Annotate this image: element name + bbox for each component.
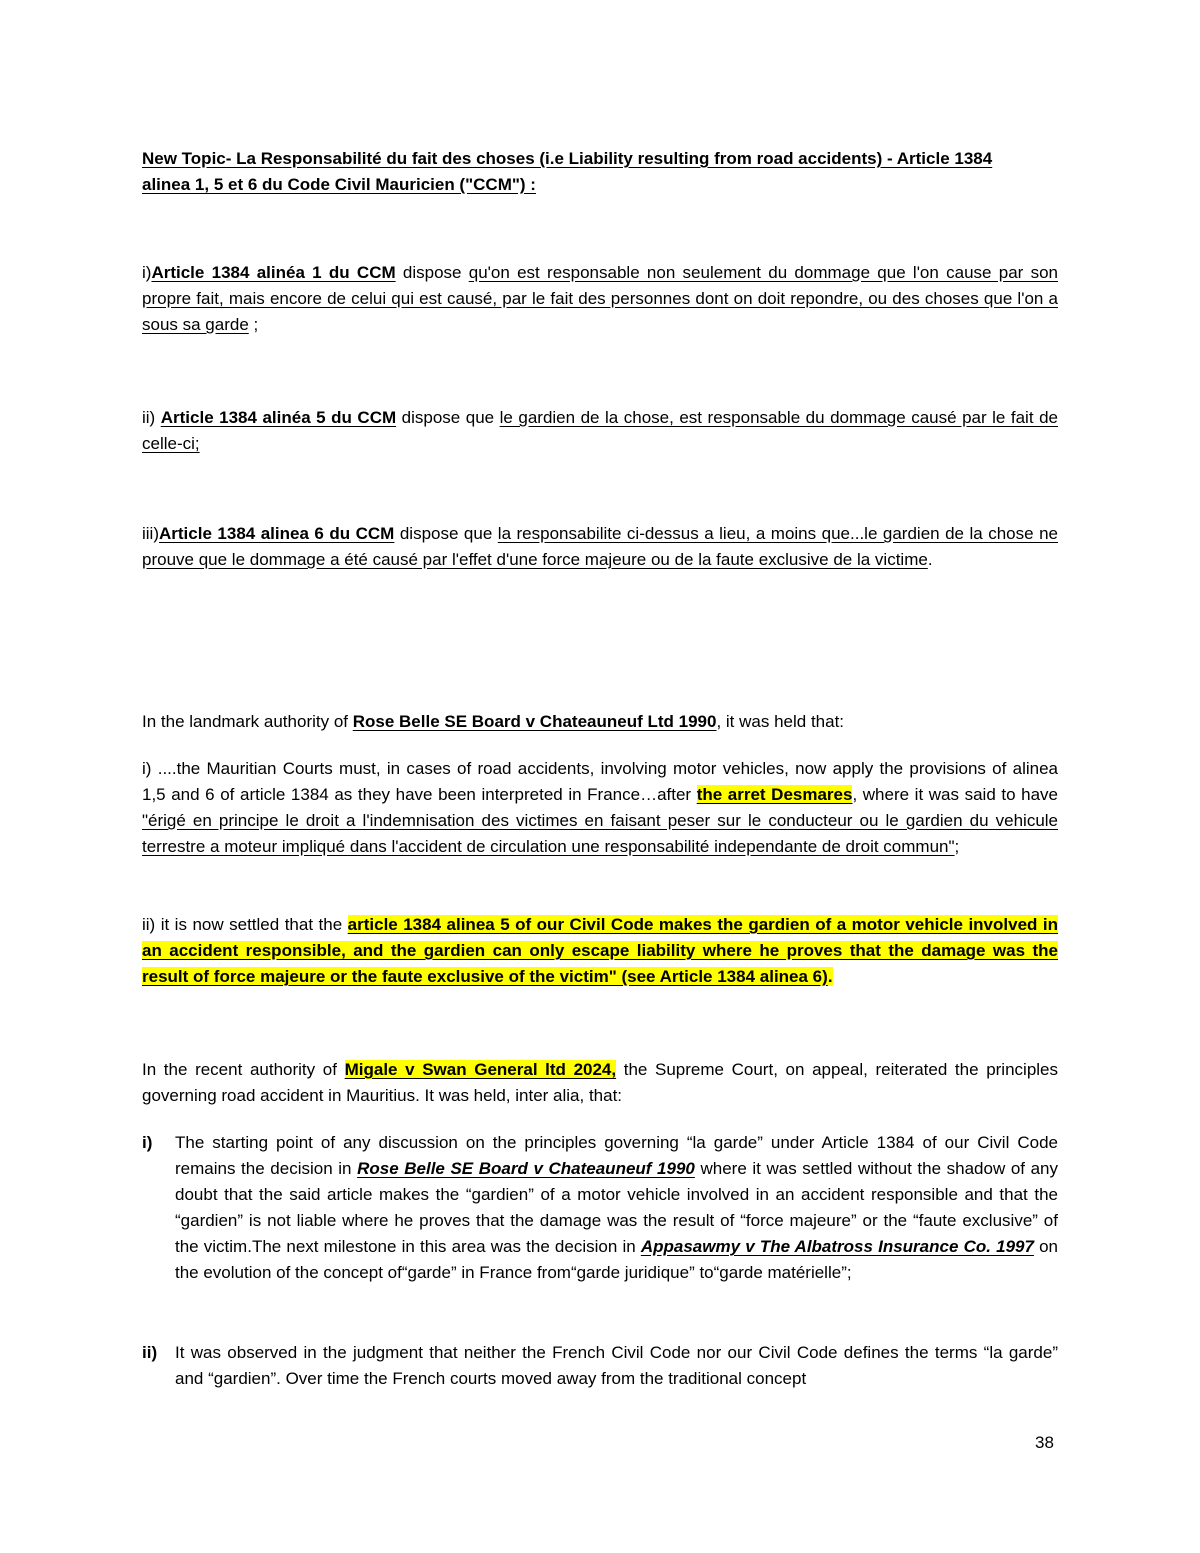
page-number: 38: [1035, 1433, 1054, 1452]
migale-intro: In the recent authority of Migale v Swan General ltd 2024, the Supreme Court, on appeal, reiterated the principles governing road accident in Mauritius. It was held, inter alia, that:: [142, 1060, 1059, 1105]
article-title: Article 1384 alinéa 1 du CCM: [151, 263, 396, 282]
article-paragraph-1: i)Article 1384 alinéa 1 du CCM dispose qu'on est responsable non seulement du dommage que l'on cause par son propre fait, mais encore de celui qui est causé, par le fait des personnes dont on doit repondre, ou des choses que l'on a sous sa garde ;: [142, 263, 1058, 334]
rose-belle-intro: In the landmark authority of Rose Belle SE Board v Chateauneuf Ltd 1990, it was held that:: [142, 712, 845, 731]
list-number: ii): [142, 1343, 158, 1362]
article-num: i): [142, 263, 152, 282]
highlight-arret-desmares: the arret Desmares: [696, 785, 853, 804]
article-paragraph-2: ii) Article 1384 alinéa 5 du CCM dispose que le gardien de la chose, est responsable du dommage causé par le fait de celle-ci;: [142, 408, 1058, 453]
article-num: ii): [142, 408, 156, 427]
case-citation: Appasawmy v The Albatross Insurance Co. 1997: [640, 1237, 1034, 1256]
article-text: le gardien de la chose, est responsable du dommage causé par le fait de celle-ci;: [142, 408, 1058, 453]
list-number: i): [142, 1133, 153, 1152]
highlight-holding: article 1384 alinea 5 of our Civil Code makes the gardien of a motor vehicle involved in an accident responsible, and the gardien can only escape liability where he proves that the damage was the result of force majeure or the faute exclusive of the victim" (see Article 1384 alinea 6): [142, 915, 1059, 986]
list-item-text: It was observed in the judgment that neither the French Civil Code nor our Civil Code defines the terms “la garde” and “gardien”. Over time the French courts moved away from the traditional concept: [175, 1343, 1058, 1388]
article-text: la responsabilite ci-dessus a lieu, a moins que...le gardien de la chose ne prouve que le dommage a été causé par l'effet d'une force majeure ou de la faute exclusive de la victime: [142, 524, 1058, 569]
case-citation: Rose Belle SE Board v Chateauneuf Ltd 1990: [352, 712, 717, 731]
case-citation: Rose Belle SE Board v Chateauneuf 1990: [357, 1159, 695, 1178]
quote-text: "érigé en principe le droit a l'indemnisation des victimes en faisant peser sur le conducteur ou le gardien du vehicule terrestre a moteur impliqué dans l'accident de circulation une responsabilité independante de droit commun": [142, 811, 1058, 856]
topic-heading: [142, 146, 1058, 198]
list-item-text: The starting point of any discussion on the principles governing “la garde” under Article 1384 of our Civil Code remains the decision in Rose Belle SE Board v Chateauneuf 1990 where it was settled without the shadow of any doubt that the said article makes the “gardien” of a motor vehicle involved in an accident responsible and that the “gardien” is not liable where he proves that the damage was the result of “force majeure” or the “faute exclusive” of the victim.The next milestone in this area was the decision in Appasawmy v The Albatross Insurance Co. 1997 on the evolution of the concept of“garde” in France from“garde juridique” to“garde matérielle”;: [175, 1133, 1059, 1282]
article-paragraph-3: iii)Article 1384 alinea 6 du CCM dispose que la responsabilite ci-dessus a lieu, a moins que...le gardien de la chose ne prouve que le dommage a été causé par l'effet d'une force majeure ou de la faute exclusive de la victime.: [142, 524, 1058, 569]
topic-heading-line2: alinea 1, 5 et 6 du Code Civil Mauricien ("CCM") :: [142, 175, 536, 194]
highlight-migale-case: Migale v Swan General ltd 2024,: [344, 1060, 617, 1079]
rose-belle-point-1: i) ....the Mauritian Courts must, in cases of road accidents, involving motor vehicles, now apply the provisions of alinea 1,5 and 6 of article 1384 as they have been interpreted in France…after the arret Desmares, where it was said to have "érigé en principe le droit a l'indemnisation des victimes en faisant peser sur le conducteur ou le gardien du vehicule terrestre a moteur impliqué dans l'accident de circulation une responsabilité independante de droit commun";: [142, 759, 1059, 856]
article-title: Article 1384 alinéa 5 du CCM: [160, 408, 397, 427]
article-num: iii): [142, 524, 159, 543]
rose-belle-point-2: ii) it is now settled that the article 1384 alinea 5 of our Civil Code makes the gardien of a motor vehicle involved in an accident responsible, and the gardien can only escape liability where he proves that the damage was the result of force majeure or the faute exclusive of the victim" (see Article 1384 alinea 6).: [142, 915, 1059, 986]
article-title: Article 1384 alinea 6 du CCM: [159, 524, 395, 543]
topic-heading-line1: New Topic- La Responsabilité du fait des choses (i.e Liability resulting from road accidents) - Article 1384: [142, 149, 993, 168]
article-text: qu'on est responsable non seulement du dommage que l'on cause par son propre fait, mais encore de celui qui est causé, par le fait des personnes dont on doit repondre, ou des choses que l'on a sous sa garde: [142, 263, 1058, 334]
